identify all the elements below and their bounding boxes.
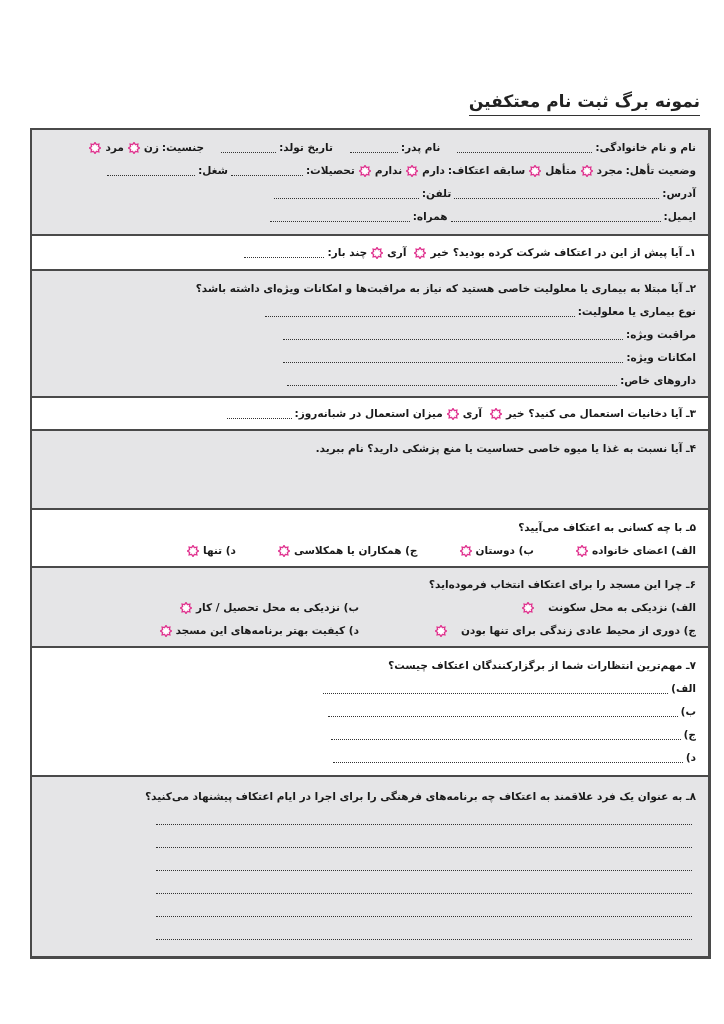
father-name-field[interactable] (350, 143, 398, 153)
question-4-section (32, 431, 708, 510)
radio-star-icon-male[interactable] (89, 142, 101, 154)
q8-answer-line[interactable] (156, 816, 692, 825)
q3-option-yes: آری (462, 407, 483, 420)
q2-field-row (42, 346, 696, 369)
q6-option[interactable]: ج) دوری از محیط عادی زندگی برای تنها بودن (379, 619, 696, 642)
q2-field-row (42, 323, 696, 346)
gender-option-female: زن (143, 141, 159, 154)
registration-form (30, 128, 711, 959)
job-field[interactable] (107, 166, 195, 176)
row-address (42, 182, 696, 205)
q2-field-input[interactable] (287, 376, 617, 386)
phone-label: تلفن: (421, 187, 452, 200)
job-label: شغل: (198, 164, 228, 177)
radio-star-icon[interactable] (180, 602, 192, 614)
q5-option[interactable]: الف) اعضای خانواده (572, 545, 696, 557)
father-name-label: نام پدر: (400, 141, 441, 154)
gender-option-male: مرد (105, 141, 124, 154)
radio-star-icon-q1-no[interactable] (414, 247, 426, 259)
mobile-label: همراه: (412, 210, 448, 223)
q8-answer-line[interactable] (156, 839, 692, 848)
q1-text: ۱ـ آیا پیش از این در اعتکاف شرکت کرده بودید؟ (452, 246, 696, 259)
phone-field[interactable] (274, 189, 419, 199)
q4-text: ۴ـ آیا نسبت به غذا یا میوه خاصی حساسیت یا منع پزشکی دارید؟ نام ببرید. (315, 442, 696, 455)
q3-row (42, 402, 696, 425)
radio-star-icon-history-yes[interactable] (406, 165, 418, 177)
q3-option-no: خیر (506, 407, 525, 420)
radio-star-icon[interactable] (435, 625, 447, 637)
q1-count-label: چند بار: (327, 246, 368, 259)
marital-label: وضعیت تأهل: (625, 164, 696, 177)
q6-question-row (42, 573, 696, 596)
q8-question-row (42, 785, 696, 808)
q7-item: د) (42, 746, 696, 769)
q1-row (42, 241, 696, 264)
q2-field-label: داروهای خاص: (620, 374, 696, 387)
birth-date-label: تاریخ تولد: (279, 141, 333, 154)
q5-option[interactable]: ب) دوستان (456, 545, 534, 557)
marital-option-married: متأهل (545, 164, 577, 177)
q1-option-no: خیر (430, 246, 449, 259)
q4-row (42, 437, 696, 460)
address-label: آدرس: (662, 187, 696, 200)
question-2-section (32, 271, 708, 398)
full-name-field[interactable] (457, 143, 592, 153)
q1-count-field[interactable] (244, 248, 324, 258)
q8-answer-line[interactable] (156, 908, 692, 917)
personal-info-section (32, 130, 708, 236)
q2-field-input[interactable] (265, 307, 575, 317)
q7-answer-field[interactable] (328, 707, 678, 717)
q7-answer-field[interactable] (323, 684, 668, 694)
question-7-section (32, 648, 708, 777)
radio-star-icon-q3-yes[interactable] (447, 408, 459, 420)
q7-item: الف) (42, 677, 696, 700)
gender-label: جنسیت: (161, 141, 205, 154)
q3-amount-field[interactable] (227, 409, 292, 419)
form-title-wrap (469, 92, 700, 116)
radio-star-icon-female[interactable] (128, 142, 140, 154)
full-name-label: نام و نام خانوادگی: (595, 141, 696, 154)
q2-question-row (42, 277, 696, 300)
radio-star-icon-married[interactable] (529, 165, 541, 177)
question-3-section (32, 398, 708, 431)
radio-star-icon[interactable] (576, 545, 588, 557)
q5-option[interactable]: د) تنها (183, 545, 236, 557)
radio-star-icon[interactable] (460, 545, 472, 557)
email-label: ایمیل: (663, 210, 696, 223)
q2-field-row (42, 300, 696, 323)
history-option-yes: دارم (422, 164, 445, 177)
q5-text: ۵ـ با چه کسانی به اعتکاف می‌آیید؟ (518, 521, 696, 534)
q7-question-row (42, 654, 696, 677)
radio-star-icon[interactable] (160, 625, 172, 637)
email-field[interactable] (451, 212, 661, 222)
radio-star-icon[interactable] (187, 545, 199, 557)
q6-options (42, 596, 696, 642)
q6-text: ۶ـ چرا این مسجد را برای اعتکاف انتخاب فرموده‌اید؟ (428, 578, 696, 591)
radio-star-icon[interactable] (522, 602, 534, 614)
q3-text: ۳ـ آیا دخانیات استعمال می کنید؟ (528, 407, 696, 420)
q2-field-label: امکانات ویژه: (626, 351, 696, 364)
radio-star-icon[interactable] (278, 545, 290, 557)
q5-question-row (42, 516, 696, 539)
q5-option[interactable]: ج) همکاران یا همکلاسی (274, 545, 418, 557)
question-6-section (32, 568, 708, 648)
row-marital (42, 159, 696, 182)
q8-answer-line[interactable] (156, 885, 692, 894)
q2-field-input[interactable] (283, 330, 623, 340)
q7-item: ب) (42, 700, 696, 723)
radio-star-icon-history-no[interactable] (359, 165, 371, 177)
q8-answer-line[interactable] (156, 931, 692, 940)
q7-text: ۷ـ مهم‌ترین انتظارات شما از برگزارکنندگان اعتکاف چیست؟ (388, 659, 696, 672)
radio-star-icon-q1-yes[interactable] (371, 247, 383, 259)
q8-lines (156, 816, 692, 940)
q2-field-row (42, 369, 696, 392)
q6-option[interactable]: ب) نزدیکی به محل تحصیل / کار (42, 596, 359, 619)
marital-option-single: مجرد (596, 164, 623, 177)
question-5-section (32, 510, 708, 568)
mobile-field[interactable] (270, 212, 410, 222)
question-8-section (32, 777, 708, 956)
history-label: سابقه اعتکاف: (447, 164, 526, 177)
q2-field-input[interactable] (283, 353, 623, 363)
q7-item: ج) (42, 723, 696, 746)
birth-date-field[interactable] (221, 143, 276, 153)
q7-answer-field[interactable] (333, 753, 683, 763)
q2-field-label: نوع بیماری یا معلولیت: (577, 305, 696, 318)
q8-answer-line[interactable] (156, 862, 692, 871)
form-title: نمونه برگ ثبت نام معتکفین (469, 92, 700, 116)
education-field[interactable] (231, 166, 303, 176)
q2-text: ۲ـ آیا مبتلا به بیماری یا معلولیت خاصی هستید که نیاز به مراقبت‌ها و امکانات ویژه‌ای داشته باشد؟ (195, 282, 696, 295)
row-email (42, 205, 696, 228)
radio-star-icon-q3-no[interactable] (490, 408, 502, 420)
q8-text: ۸ـ به عنوان یک فرد علاقمند به اعتکاف چه برنامه‌های فرهنگی را برای اجرا در ایام اعتکاف پیشنهاد می‌کنید؟ (145, 790, 696, 803)
q1-option-yes: آری (387, 246, 407, 259)
q2-field-label: مراقبت ویژه: (626, 328, 696, 341)
q6-option[interactable]: د) کیفیت بهتر برنامه‌های این مسجد (42, 619, 359, 642)
question-1-section (32, 236, 708, 271)
history-option-no: ندارم (374, 164, 403, 177)
q3-amount-label: میزان استعمال در شبانه‌روز: (294, 407, 443, 420)
address-field[interactable] (454, 189, 659, 199)
row-name (42, 136, 696, 159)
q7-answer-field[interactable] (331, 730, 681, 740)
q5-options (42, 539, 696, 562)
q6-option[interactable]: الف) نزدیکی به محل سکونت (379, 596, 696, 619)
radio-star-icon-single[interactable] (581, 165, 593, 177)
education-label: تحصیلات: (305, 164, 355, 177)
